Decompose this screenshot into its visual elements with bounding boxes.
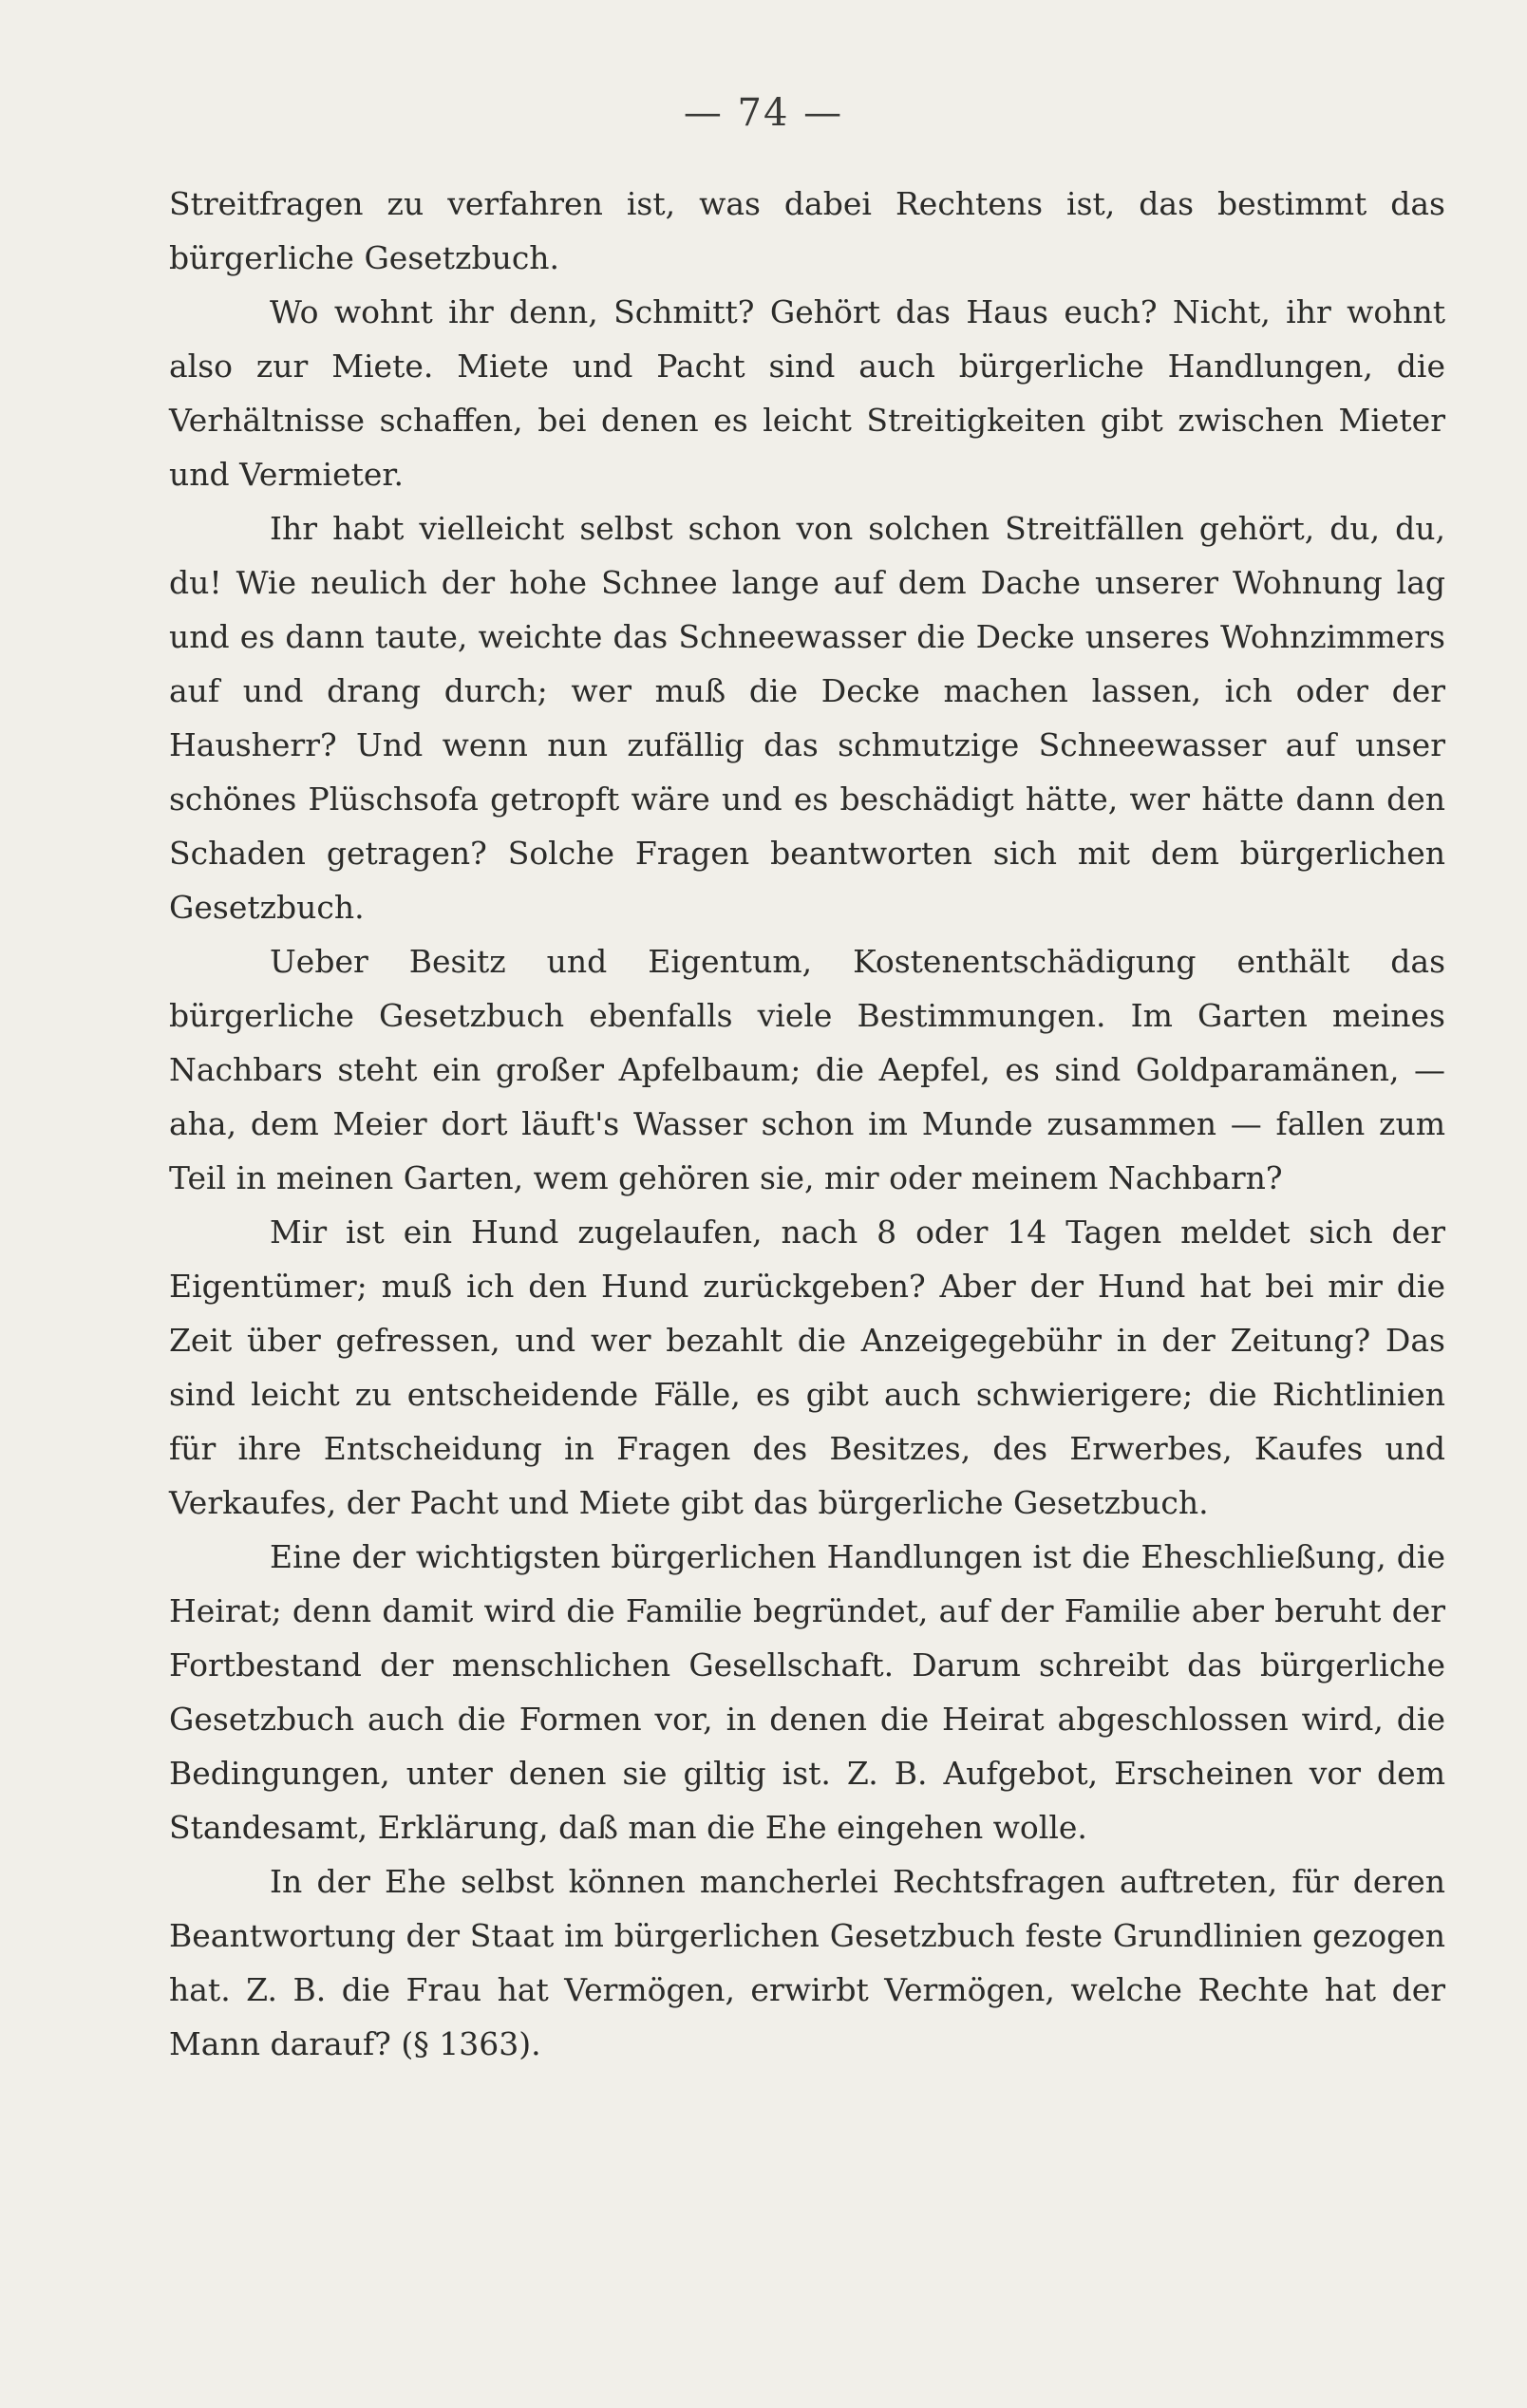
paragraph: Streitfragen zu verfahren ist, was dabei Rechtens ist, das bestimmt das bürgerliche Gesetzbuch.: [169, 185, 1445, 276]
paragraph: Eine der wichtigsten bürgerlichen Handlungen ist die Eheschließung, die Heirat; denn damit wird die Familie begründet, auf der Familie aber beruht der Fortbestand der menschlichen Gesellschaft. Darum schreibt das bürgerliche Gesetzbuch auch die Formen vor, in denen die Heirat abgeschlossen wird, die Bedingungen, unter denen sie giltig ist. Z. B. Aufgebot, Erscheinen vor dem Standesamt, Erklärung, daß man die Ehe eingehen wolle.: [169, 1538, 1445, 1846]
paragraph: Ihr habt vielleicht selbst schon von solchen Streitfällen gehört, du, du, du! Wie neulich der hohe Schnee lange auf dem Dache unserer Wohnung lag und es dann taute, weichte das Schneewasser die Decke unseres Wohnzimmers auf und drang durch; wer muß die Decke machen lassen, ich oder der Hausherr? Und wenn nun zufällig das schmutzige Schneewasser auf unser schönes Plüschsofa getropft wäre und es beschädigt hätte, wer hätte dann den Schaden getragen? Solche Fragen beantworten sich mit dem bürgerlichen Gesetzbuch.: [169, 510, 1445, 926]
paragraph: Mir ist ein Hund zugelaufen, nach 8 oder 14 Tagen meldet sich der Eigentümer; muß ich den Hund zurückgeben? Aber der Hund hat bei mir die Zeit über gefressen, und wer bezahlt die Anzeigegebühr in der Zeitung? Das sind leicht zu entscheidende Fälle, es gibt auch schwierigere; die Richtlinien für ihre Entscheidung in Fragen des Besitzes, des Erwerbes, Kaufes und Verkaufes, der Pacht und Miete gibt das bürgerliche Gesetzbuch.: [169, 1213, 1445, 1521]
page-number: — 74 —: [683, 91, 844, 135]
body-text: [169, 177, 1445, 2071]
paragraph: In der Ehe selbst können mancherlei Rechtsfragen auftreten, für deren Beantwortung der Staat im bürgerlichen Gesetzbuch feste Grundlinien gezogen hat. Z. B. die Frau hat Vermögen, erwirbt Vermögen, welche Rechte hat der Mann darauf? (§ 1363).: [169, 1863, 1445, 2062]
paragraph: Ueber Besitz und Eigentum, Kostenentschädigung enthält das bürgerliche Gesetzbuch ebenfalls viele Bestimmungen. Im Garten meines Nachbars steht ein großer Apfelbaum; die Aepfel, es sind Goldparamänen, — aha, dem Meier dort läuft's Wasser schon im Munde zusammen — fallen zum Teil in meinen Garten, wem gehören sie, mir oder meinem Nachbarn?: [169, 943, 1445, 1196]
paragraph: Wo wohnt ihr denn, Schmitt? Gehört das Haus euch? Nicht, ihr wohnt also zur Miete. Miete und Pacht sind auch bürgerliche Handlungen, die Verhältnisse schaffen, bei denen es leicht Streitigkeiten gibt zwischen Mieter und Vermieter.: [169, 293, 1445, 493]
